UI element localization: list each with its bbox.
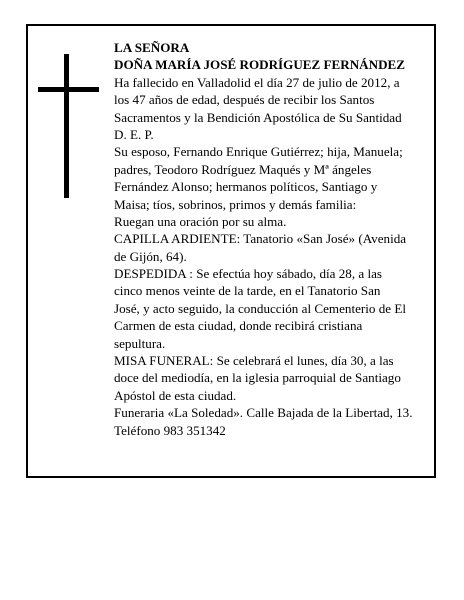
notice-line: Maisa; tíos, sobrinos, primos y demás familia:	[114, 196, 357, 212]
deceased-name: DOÑA MARÍA JOSÉ RODRÍGUEZ FERNÁNDEZ	[114, 57, 406, 73]
notice-line: Su esposo, Fernando Enrique Gutiérrez; hija, Manuela;	[114, 144, 403, 160]
notice-title: LA SEÑORA	[114, 40, 190, 55]
notice-line: de Gijón, 64).	[114, 248, 187, 264]
notice-line: Apóstol de esta ciudad.	[114, 387, 237, 403]
notice-line: padres, Teodoro Rodríguez Maqués y Mª ángeles	[114, 161, 372, 177]
cross-icon	[38, 54, 99, 198]
cross-vertical-bar	[64, 54, 69, 198]
notice-line: sepultura.	[114, 335, 166, 351]
notice-line: cinco menos veinte de la tarde, en el Tanatorio San	[114, 283, 381, 299]
notice-line: Teléfono 983 351342	[114, 422, 226, 438]
notice-line: Ruegan una oración por su alma.	[114, 213, 287, 229]
notice-line: CAPILLA ARDIENTE: Tanatorio «San José» (Avenida	[114, 231, 407, 247]
notice-line: MISA FUNERAL: Se celebrará el lunes, día 30, a las	[114, 353, 394, 369]
notice-line: Sacramentos y la Bendición Apostólica de Su Santidad	[114, 109, 402, 125]
notice-line: Funeraria «La Soledad». Calle Bajada de la Libertad, 13.	[114, 405, 413, 421]
notice-line: Fernández Alonso; hermanos políticos, Santiago y	[114, 179, 378, 195]
notice-line: doce del mediodía, en la iglesia parroquial de Santiago	[114, 370, 401, 386]
cross-horizontal-bar	[38, 87, 99, 92]
notice-text	[114, 39, 434, 439]
notice-line: D. E. P.	[114, 126, 154, 142]
notice-line: Carmen de esta ciudad, donde recibirá cristiana	[114, 318, 363, 334]
notice-line: los 47 años de edad, después de recibir los Santos	[114, 92, 375, 108]
notice-line: DESPEDIDA : Se efectúa hoy sábado, día 28, a las	[114, 266, 382, 282]
notice-line: Ha fallecido en Valladolid el día 27 de julio de 2012, a	[114, 74, 400, 90]
notice-line: José, y acto seguido, la conducción al Cementerio de El	[114, 300, 406, 316]
